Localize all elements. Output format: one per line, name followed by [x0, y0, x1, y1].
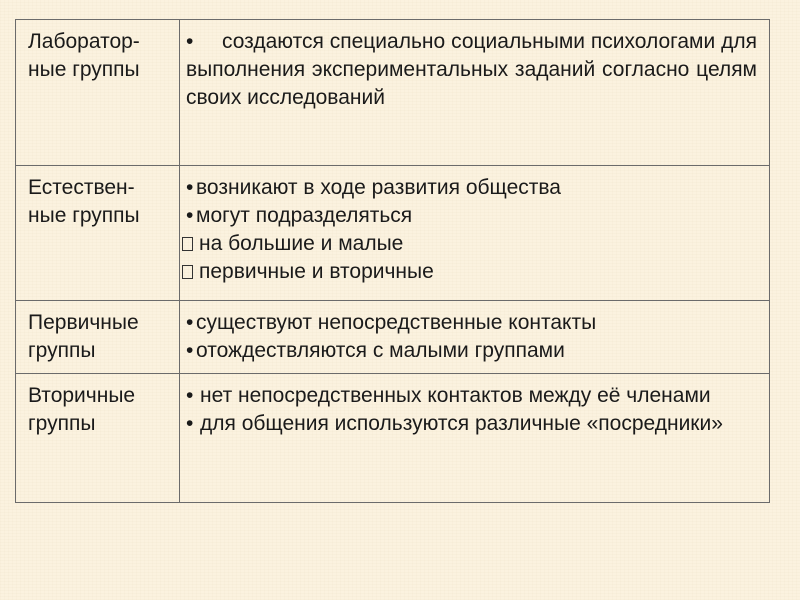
- row-label: [16, 20, 180, 166]
- bullet-icon: •: [186, 30, 194, 53]
- table-row: [16, 301, 770, 374]
- row-content: [180, 374, 770, 503]
- item-text: для общения используются различные «посредники»: [200, 412, 723, 435]
- row-label: [16, 374, 180, 503]
- box-bullet-icon: [182, 237, 193, 251]
- bullet-icon: •: [186, 204, 194, 227]
- list-item: [186, 337, 757, 365]
- row-label: [16, 301, 180, 374]
- list-item: [186, 309, 757, 337]
- item-text: возникают в ходе развития общества: [196, 176, 561, 199]
- row-label: [16, 166, 180, 301]
- item-text: первичные и вторичные: [199, 260, 434, 283]
- item-text: на большие и малые: [199, 232, 404, 255]
- list-item: [186, 174, 757, 202]
- bullet-icon: •: [186, 339, 194, 362]
- label-line: Естествен-: [28, 176, 135, 199]
- label-line: Лаборатор-: [28, 30, 140, 53]
- list-item: [186, 28, 757, 112]
- label-line: группы: [28, 412, 96, 435]
- item-text: нет непосредственных контактов между её членами: [200, 384, 711, 407]
- item-text: существуют непосредственные контакты: [196, 311, 597, 334]
- label-line: Вторичные: [28, 384, 136, 407]
- label-line: Первичные: [28, 311, 139, 334]
- item-text: могут подразделяться: [196, 204, 413, 227]
- list-item: [186, 410, 757, 438]
- table-row: [16, 166, 770, 301]
- list-item: [186, 230, 757, 258]
- list-item: [186, 202, 757, 230]
- label-line: ные группы: [28, 58, 140, 81]
- row-content: [180, 20, 770, 166]
- bullet-icon: •: [186, 412, 194, 435]
- bullet-icon: •: [186, 176, 194, 199]
- box-bullet-icon: [182, 265, 193, 279]
- row-content: [180, 301, 770, 374]
- row-content: [180, 166, 770, 301]
- item-text: создаются специально социальными психологами для выполнения экспериментальных заданий согласно целям своих исследований: [186, 30, 757, 109]
- list-item: [186, 258, 757, 286]
- list-item: [186, 382, 757, 410]
- bullet-icon: •: [186, 384, 194, 407]
- label-line: группы: [28, 339, 96, 362]
- table-row: [16, 374, 770, 503]
- table-row: [16, 20, 770, 166]
- item-text: отождествляются с малыми группами: [196, 339, 565, 362]
- groups-table: [15, 19, 770, 503]
- bullet-icon: •: [186, 311, 194, 334]
- label-line: ные группы: [28, 204, 140, 227]
